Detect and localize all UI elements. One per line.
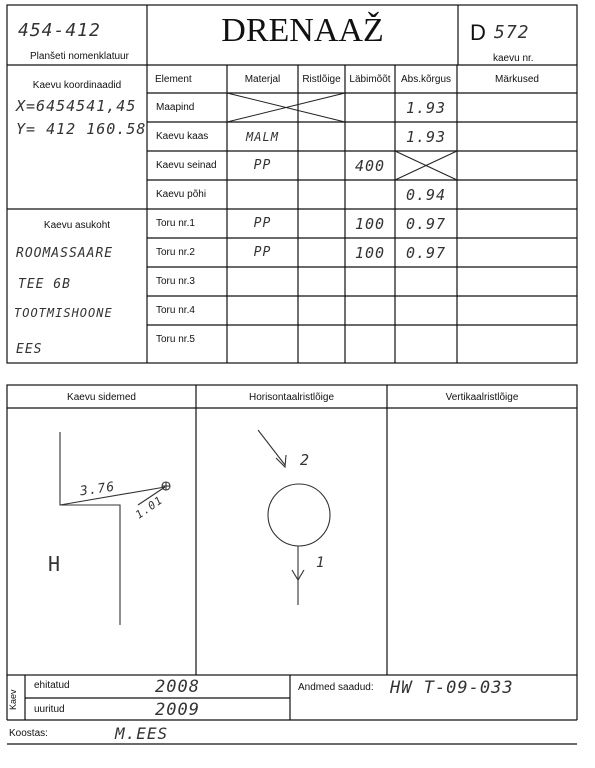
- header-labimoot: Läbimõõt: [349, 73, 391, 85]
- surveyed-value: 2009: [155, 700, 200, 720]
- well-number: 572: [494, 22, 530, 43]
- compiler-value: M.EES: [115, 724, 169, 743]
- location-line: ROOMASSAARE: [16, 246, 114, 261]
- row-element: Toru nr.4: [156, 305, 195, 316]
- data-source-label: Andmed saadud:: [298, 682, 374, 693]
- materjal-value: PP: [253, 216, 272, 231]
- sketch-header-links: Kaevu sidemed: [67, 392, 136, 403]
- well-prefix: D: [470, 20, 486, 45]
- building-letter: H: [48, 552, 62, 576]
- labimoot-value: 100: [354, 243, 386, 262]
- distance-2: 1.01: [133, 493, 166, 522]
- row-element: Maapind: [156, 102, 195, 113]
- well-label: kaevu nr.: [493, 53, 534, 64]
- row-element: Kaevu seinad: [156, 160, 217, 171]
- header-markused: Märkused: [495, 73, 539, 85]
- building-outline: [60, 432, 120, 625]
- pipe-in-line: [258, 430, 285, 465]
- surveyed-label: uuritud: [34, 704, 65, 715]
- labimoot-value: 100: [354, 214, 386, 233]
- sketch-header-horizontal: Horisontaalristlõige: [248, 392, 335, 403]
- location-line: TOOTMISHOONE: [14, 306, 113, 320]
- row-element: Kaevu põhi: [156, 189, 207, 200]
- abs-value: 0.94: [405, 185, 447, 204]
- coord-y: Y= 412 160.58: [16, 120, 147, 138]
- location-line: EES: [16, 342, 43, 357]
- row-element: Toru nr.3: [156, 276, 195, 287]
- well-circle: [268, 484, 330, 546]
- row-element: Toru nr.5: [156, 334, 195, 345]
- data-source-value: HW T-09-033: [390, 678, 514, 698]
- abs-value: 0.97: [405, 214, 447, 233]
- location-line: TEE 6B: [18, 277, 71, 292]
- built-label: ehitatud: [34, 680, 70, 691]
- distance-1: 3.76: [79, 479, 117, 500]
- page-title: DRENAAŽ: [221, 12, 384, 49]
- abs-value: 1.93: [405, 98, 447, 117]
- row-element: Toru nr.1: [156, 218, 195, 229]
- built-value: 2008: [155, 677, 200, 697]
- materjal-value: PP: [253, 158, 272, 173]
- coord-x: X=6454541,45: [16, 97, 137, 115]
- compiler-label: Koostas:: [9, 728, 48, 739]
- header-element: Element: [155, 73, 192, 85]
- sketch-header-vertical: Vertikaalristlõige: [445, 392, 519, 403]
- header-abs: Abs.kõrgus: [400, 73, 452, 85]
- header-materjal: Materjal: [244, 73, 281, 85]
- location-label: Kaevu asukoht: [43, 220, 111, 231]
- abs-value: 1.93: [405, 127, 447, 146]
- row-element: Kaevu kaas: [156, 131, 209, 142]
- row-element: Toru nr.2: [156, 247, 195, 258]
- pipe-out-label: 1: [316, 555, 326, 571]
- side-label: Kaev: [8, 689, 18, 710]
- coords-label: Kaevu koordinaadid: [32, 80, 122, 91]
- labimoot-value: 400: [354, 156, 386, 175]
- materjal-value: MALM: [246, 129, 279, 144]
- header-ristloige: Ristlõige: [302, 73, 341, 85]
- nomenclature-label: Planšeti nomenklatuur: [30, 51, 129, 62]
- materjal-value: PP: [253, 245, 272, 260]
- pipe-in-label: 2: [300, 451, 311, 469]
- abs-value: 0.97: [405, 243, 447, 262]
- nomenclature-value: 454-412: [18, 20, 101, 41]
